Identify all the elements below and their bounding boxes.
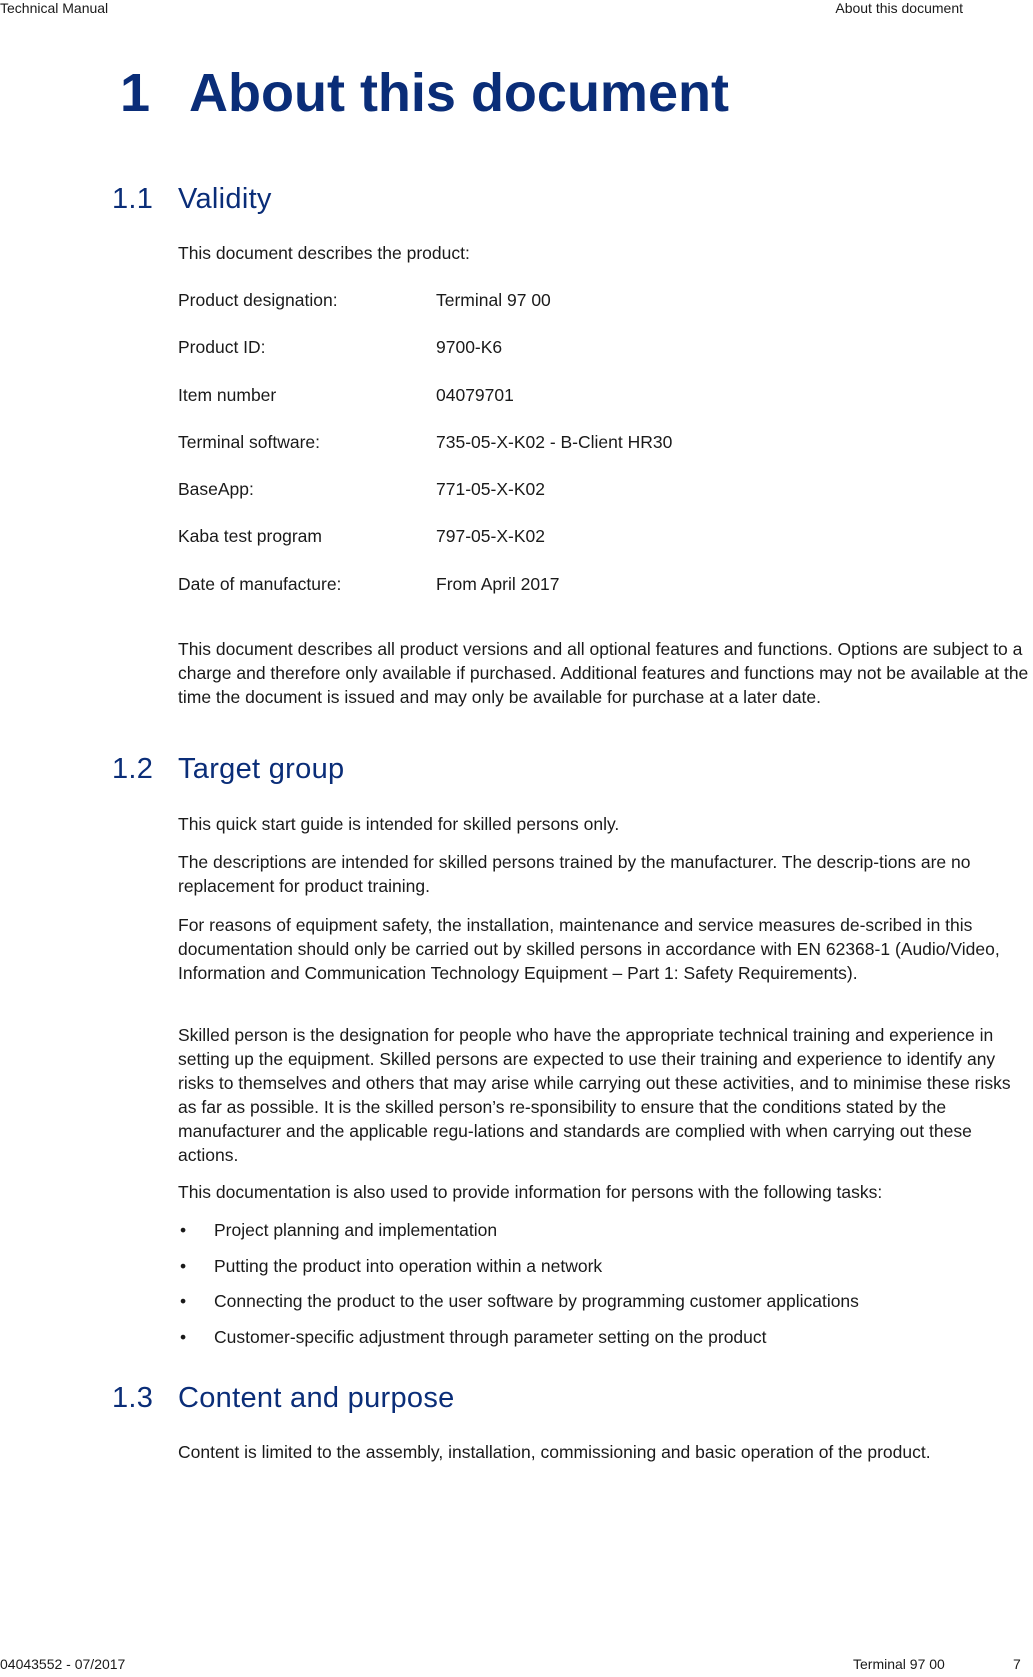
spec-value: 735-05-X-K02 - B-Client HR30 — [436, 431, 673, 452]
spec-label: Kaba test program — [178, 526, 322, 547]
list-item-text: Connecting the product to the user software by programming customer applications — [214, 1291, 859, 1311]
spec-label: Terminal software: — [178, 431, 320, 452]
chapter-number: 1 — [120, 63, 151, 123]
footer-product: Terminal 97 00 — [853, 1656, 945, 1672]
spec-label: Item number — [178, 384, 277, 405]
task-list — [178, 1220, 1033, 1362]
target-paragraph-4 — [178, 1023, 1033, 1167]
spec-row — [178, 526, 878, 573]
list-item — [178, 1327, 1033, 1363]
section-title: Target group — [178, 753, 345, 785]
section-number: 1.2 — [112, 753, 154, 785]
paragraph: Content is limited to the assembly, installation, commissioning and basic operation of the product. — [178, 1442, 931, 1462]
paragraph: This quick start guide is intended for skilled persons only. — [178, 814, 620, 834]
target-paragraph-3 — [178, 913, 1033, 985]
spec-label: Date of manufacture: — [178, 573, 342, 594]
section-title: Validity — [178, 183, 272, 215]
product-spec-table — [178, 290, 878, 621]
list-item — [178, 1291, 1033, 1327]
paragraph: The descriptions are intended for skilled persons trained by the manufacturer. The descrip-tions are no replacement for product training. — [178, 852, 971, 896]
spec-row — [178, 432, 878, 479]
paragraph: Skilled person is the designation for people who have the appropriate technical training and experience in setting up the equipment. Skilled persons are expected to use their training and experience to identify any risks to themselves and others that may arise while carrying out these activities, and to minimise these risks as far as possible. It is the skilled person’s re-sponsibility to ensure that the conditions stated by the manufacturer and the applicable regu-lations and standards are complied with when carrying out these actions. — [178, 1025, 1011, 1165]
section-number: 1.3 — [112, 1382, 154, 1414]
list-item — [178, 1220, 1033, 1256]
spec-row — [178, 574, 878, 621]
validity-intro — [178, 241, 1033, 265]
paragraph: This document describes the product: — [178, 243, 470, 263]
list-item-text: Putting the product into operation within a network — [214, 1255, 603, 1276]
spec-label: Product ID: — [178, 337, 266, 358]
section-title: Content and purpose — [178, 1382, 455, 1414]
spec-row — [178, 479, 878, 526]
bullet: • — [180, 1291, 187, 1311]
spec-value: Terminal 97 00 — [436, 290, 551, 310]
spec-row — [178, 385, 878, 432]
spec-label: Product designation: — [178, 290, 338, 310]
target-paragraph-5 — [178, 1180, 1033, 1204]
bullet: • — [180, 1255, 187, 1276]
spec-value: 797-05-X-K02 — [436, 526, 545, 547]
list-item-text: Project planning and implementation — [214, 1220, 498, 1240]
spec-row — [178, 290, 878, 337]
footer-doc-id: 04043552 - 07/2017 — [0, 1656, 126, 1672]
paragraph: This documentation is also used to provide information for persons with the following tasks: — [178, 1182, 883, 1202]
spec-value: 771-05-X-K02 — [436, 479, 545, 500]
list-item-text: Customer-specific adjustment through parameter setting on the product — [214, 1326, 767, 1347]
spec-value: 9700-K6 — [436, 337, 503, 358]
section-number: 1.1 — [112, 183, 154, 215]
page-number: 7 — [1013, 1656, 1021, 1672]
running-header-right: About this document — [835, 0, 963, 16]
list-item — [178, 1256, 1033, 1292]
spec-row — [178, 337, 878, 384]
bullet: • — [180, 1326, 187, 1347]
spec-label: BaseApp: — [178, 479, 254, 500]
paragraph: For reasons of equipment safety, the installation, maintenance and service measures de-scribed in this documentation should only be carried out by skilled persons in accordance with EN 62368-1 (Audio/Video, Information and Communication Technology Equipment – Part 1: Safety Requirements). — [178, 915, 1000, 983]
chapter-heading — [120, 62, 729, 124]
target-paragraph-2 — [178, 850, 1033, 898]
spec-value: 04079701 — [436, 384, 514, 405]
target-paragraph-1 — [178, 812, 1033, 836]
chapter-title: About this document — [189, 63, 729, 123]
content-paragraph-1 — [178, 1440, 1033, 1464]
paragraph: This document describes all product versions and all optional features and functions. Options are subject to a charge and therefore only available if purchased. Additional features and functions may not be available at the time the document is issued and may only be available for purchase at a later date. — [178, 639, 1029, 707]
bullet: • — [180, 1220, 187, 1240]
running-header-left: Technical Manual — [0, 0, 109, 16]
spec-value: From April 2017 — [436, 573, 560, 594]
validity-note — [178, 637, 1033, 709]
